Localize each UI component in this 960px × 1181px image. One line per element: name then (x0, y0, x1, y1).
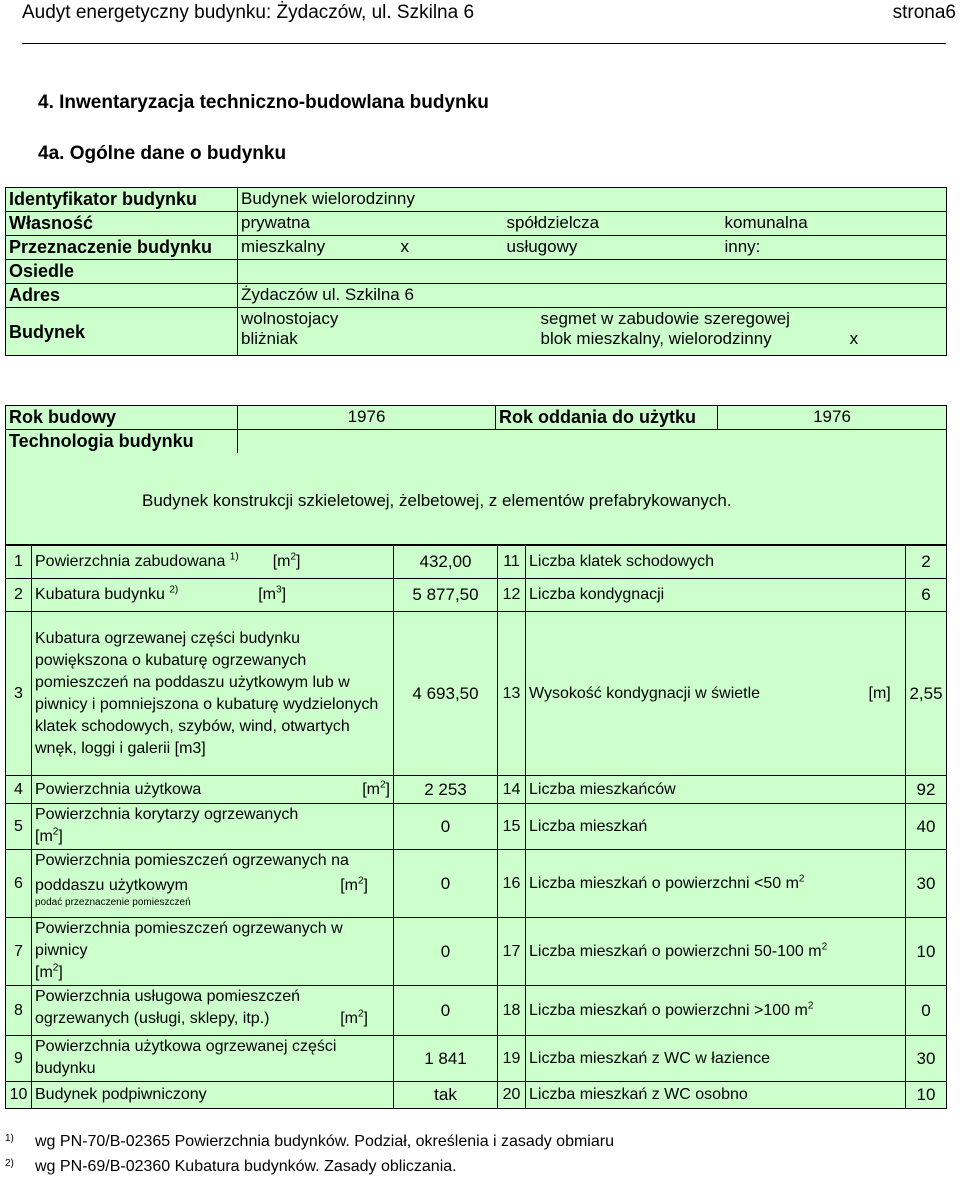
opt-prywatna: prywatna (238, 212, 504, 236)
row-value: 30 (906, 850, 947, 918)
page-header (22, 2, 956, 46)
footnote-1 (5, 1133, 614, 1151)
value-adres: Żydaczów ul. Szkilna 6 (238, 284, 947, 308)
row-value: 4 693,50 (394, 612, 498, 776)
row-value: 2 253 (394, 776, 498, 804)
label-wlasnosc: Własność (6, 212, 238, 236)
row-number: 15 (498, 804, 526, 850)
row-adres (6, 284, 947, 308)
opts-budynek-right (504, 308, 947, 356)
building-parameters-table (5, 545, 947, 1109)
opt-segment: segmet w zabudowie szeregowej (540, 309, 790, 328)
row-value: 0 (394, 850, 498, 918)
row-description: Budynek podpiwniczony (32, 1082, 394, 1109)
row-value: 0 (394, 918, 498, 986)
row-description: Powierzchnia korytarzy ogrzewanych $[m^2]$ (32, 804, 394, 850)
label-przeznaczenie: Przeznaczenie budynku (6, 236, 238, 260)
row-description: Liczba mieszkań z WC osobno (526, 1082, 906, 1109)
row-description: Powierzchnia użytkowa ogrzewanej części budynku (32, 1036, 394, 1082)
technologia-box (5, 453, 947, 545)
row-description: Kubatura budynku $^{2)}$ $[m^3]$ (32, 579, 394, 612)
row-description: Liczba mieszkańców (526, 776, 906, 804)
document-title: Audyt energetyczny budynku: Żydaczów, ul. Szkilna 6 (22, 2, 475, 23)
row-value: 2,55 (906, 612, 947, 776)
row-number: 4 (6, 776, 32, 804)
param-row-9 (6, 1036, 947, 1082)
label-osiedle: Osiedle (6, 260, 238, 284)
row-number: 8 (6, 986, 32, 1036)
value-osiedle (238, 260, 947, 284)
general-data-table (5, 187, 947, 356)
label-rok-budowy: Rok budowy (6, 406, 238, 430)
mark-blok: x (849, 329, 859, 348)
row-value: tak (394, 1082, 498, 1109)
section-title: 4. Inwentaryzacja techniczno-budowlana budynku (38, 92, 489, 113)
row-value: 0 (394, 986, 498, 1036)
row-description: Powierzchnia usługowa pomieszczeń ogrzewanych (usługi, sklepy, itp.) $[m^2]$ (32, 986, 394, 1036)
row-number: 11 (498, 546, 526, 579)
footnote-mark: 2) (5, 1158, 14, 1169)
param-row-10 (6, 1082, 947, 1109)
row-description: Liczba mieszkań z WC w łazience (526, 1036, 906, 1082)
opt-blizniak: bliżniak (241, 329, 298, 348)
row-value: 1 841 (394, 1036, 498, 1082)
row-description: Liczba mieszkań (526, 804, 906, 850)
param-row-4 (6, 776, 947, 804)
row-description: Liczba kondygnacji (526, 579, 906, 612)
opt-blok: blok mieszkalny, wielorodzinny x (540, 329, 859, 348)
opt-komunalna: komunalna (722, 212, 947, 236)
row-number: 5 (6, 804, 32, 850)
value-technologia: Budynek konstrukcji szkieletowej, żelbetowej, z elementów prefabrykowanych. (142, 491, 732, 510)
label-technologia: Technologia budynku (6, 430, 238, 454)
label-budynek: Budynek (6, 308, 238, 356)
row-description: Powierzchnia pomieszczeń ogrzewanych w piwnicy $[m^2]$ (32, 918, 394, 986)
footnote-mark: 1) (5, 1133, 14, 1144)
row-value: 5 877,50 (394, 579, 498, 612)
row-number: 19 (498, 1036, 526, 1082)
opt-inny: inny: (722, 236, 947, 260)
row-budynek (6, 308, 947, 356)
param-row-6 (6, 850, 947, 918)
row-description: Powierzchnia użytkowa $[m^2]$ (32, 776, 394, 804)
row-unit: [m] (866, 612, 906, 776)
value-rok-budowy: 1976 (238, 406, 496, 430)
row-number: 9 (6, 1036, 32, 1082)
row-number: 2 (6, 579, 32, 612)
row-number: 14 (498, 776, 526, 804)
row-value: 40 (906, 804, 947, 850)
row-number: 12 (498, 579, 526, 612)
opt-mieszkalny: mieszkalny (238, 236, 398, 260)
opts-budynek-left (238, 308, 504, 356)
row-number: 10 (6, 1082, 32, 1109)
footnote-2 (5, 1158, 457, 1176)
param-row-3 (6, 612, 947, 776)
row-technologia (6, 430, 947, 454)
row-description: Liczba mieszkań o powierzchni >100 $m^2$ (526, 986, 906, 1036)
row-osiedle (6, 260, 947, 284)
footnote-text: wg PN-69/B-02360 Kubatura budynków. Zasady obliczania. (35, 1158, 457, 1175)
label-adres: Adres (6, 284, 238, 308)
row-number: 16 (498, 850, 526, 918)
row-description: Liczba mieszkań o powierzchni <50 $m^2$ (526, 850, 906, 918)
row-description: Wysokość kondygnacji w świetle (526, 612, 866, 776)
row-value: 10 (906, 1082, 947, 1109)
row-value: 0 (906, 986, 947, 1036)
row-value: 30 (906, 1036, 947, 1082)
row-value: 6 (906, 579, 947, 612)
row-number: 3 (6, 612, 32, 776)
row-wlasnosc (6, 212, 947, 236)
label-identyfikator: Identyfikator budynku (6, 188, 238, 212)
row-number: 6 (6, 850, 32, 918)
row-description: Powierzchnia zabudowana $^{1)}$ $[m^2]$ (32, 546, 394, 579)
row-description: Powierzchnia pomieszczeń ogrzewanych na poddaszu użytkowym $[m^2]$ podać przeznaczenie pomieszczeń (32, 850, 394, 918)
row-value: 10 (906, 918, 947, 986)
footnote-text: wg PN-70/B-02365 Powierzchnia budynków. Podział, określenia i zasady obmiaru (35, 1133, 614, 1150)
row-description: Kubatura ogrzewanej części budynku powiększona o kubaturę ogrzewanych pomieszczeń na poddaszu użytkowym lub w piwnicy i pomniejszona o kubaturę wydzielonych klatek schodowych, szybów, wind, otwartych wnęk, loggi i galerii [m3] (32, 612, 394, 776)
row-value: 432,00 (394, 546, 498, 579)
row-identyfikator (6, 188, 947, 212)
row-value: 0 (394, 804, 498, 850)
opt-wolnostojacy: wolnostojacy (241, 309, 339, 328)
mark-mieszkalny: x (398, 236, 504, 260)
row-description: Liczba klatek schodowych (526, 546, 906, 579)
header-rule (22, 43, 946, 44)
opt-uslugowy: usługowy (504, 236, 722, 260)
value-rok-oddania: 1976 (718, 406, 947, 430)
row-value: 92 (906, 776, 947, 804)
page-number: strona6 (892, 2, 956, 23)
value-identyfikator: Budynek wielorodzinny (238, 188, 947, 212)
row-description: Liczba mieszkań o powierzchni 50-100 $m^2$ (526, 918, 906, 986)
row-note: podać przeznaczenie pomieszczeń (35, 897, 191, 908)
row-value: 2 (906, 546, 947, 579)
year-table (5, 405, 947, 454)
param-row-8 (6, 986, 947, 1036)
param-row-7 (6, 918, 947, 986)
subsection-title: 4a. Ogólne dane o budynku (38, 143, 287, 164)
row-rok (6, 406, 947, 430)
param-row-2 (6, 579, 947, 612)
param-row-1 (6, 546, 947, 579)
opt-spoldzielcza: spółdzielcza (504, 212, 722, 236)
row-number: 7 (6, 918, 32, 986)
row-number: 1 (6, 546, 32, 579)
param-row-5 (6, 804, 947, 850)
row-number: 18 (498, 986, 526, 1036)
row-number: 13 (498, 612, 526, 776)
row-number: 17 (498, 918, 526, 986)
row-przeznaczenie (6, 236, 947, 260)
row-number: 20 (498, 1082, 526, 1109)
label-rok-oddania: Rok oddania do użytku (496, 406, 718, 430)
